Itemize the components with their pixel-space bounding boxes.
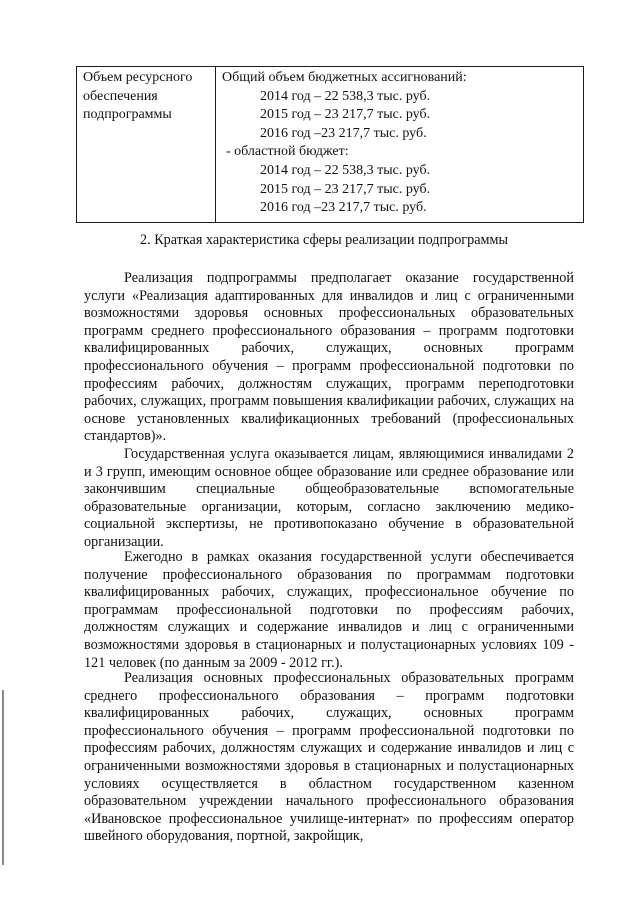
paragraph-annual-volume: Ежегодно в рамках оказания государственной услуги обеспечивается получение профессионального образования по программам подготовки квалифицированных рабочих, служащих, профессиональное обучение по программам профессиональной подготовки по профессиям рабочих, должностям служащих и содержание инвалидов и лиц с ограниченными возможностями здоровья в стационарных и полустационарных условиях 109 - 121 человек (по данным за 2009 - 2012 гг.). xyxy=(84,549,574,671)
scan-edge-mark xyxy=(2,690,4,865)
table-row xyxy=(77,67,584,223)
resource-table xyxy=(76,66,584,223)
total-line-2015: 2015 год – 23 217,7 тыс. руб. xyxy=(260,107,431,123)
regional-line-2015: 2015 год – 23 217,7 тыс. руб. xyxy=(260,181,431,197)
paragraph-service-description: Реализация подпрограммы предполагает оказание государственной услуги «Реализация адаптированных для инвалидов и лиц с ограниченными возможностями здоровья основных профессиональных образовательных программ среднего профессионального образования – программ подготовки квалифицированных рабочих, служащих, основных программ профессионального обучения – программ профессиональной подготовки по профессиям рабочих, должностям служащих, программ переподготовки рабочих, служащих, программ повышения квалификации рабочих, служащих на основе установленных квалификационных требований (профессиональных стандартов)». xyxy=(84,270,574,445)
paragraph-service-recipients: Государственная услуга оказывается лицам, являющимися инвалидами 2 и 3 групп, имеющим основное общее образование или среднее образование или закончившим специальные общеобразовательные вспомогательные образовательные организации, которым, согласно заключению медико-социальной экспертизы, не противопоказано обучение в образовательной организации. xyxy=(84,446,574,550)
total-title: Общий объем бюджетных ассигнований: xyxy=(222,70,467,85)
resource-value-cell xyxy=(216,67,584,223)
regional-line-2014: 2014 год – 22 538,3 тыс. руб. xyxy=(260,162,431,178)
regional-line-2016: 2016 год –23 217,7 тыс. руб. xyxy=(260,200,427,216)
resource-label-cell xyxy=(77,67,216,223)
regional-title: - областной бюджет: xyxy=(226,144,349,160)
total-line-2014: 2014 год – 22 538,3 тыс. руб. xyxy=(260,88,431,104)
resource-label: Объем ресурсного обеспечения подпрограммы xyxy=(83,70,193,123)
section-heading: 2. Краткая характеристика сферы реализации подпрограммы xyxy=(140,232,509,248)
total-line-2016: 2016 год –23 217,7 тыс. руб. xyxy=(260,125,427,141)
paragraph-implementation-institution: Реализация основных профессиональных образовательных программ среднего профессионального образования – программ подготовки квалифицированных рабочих, служащих, основных программ профессионального обучения – программ профессиональной подготовки по профессиям рабочих, должностям служащих и содержание инвалидов и лиц с ограниченными возможностями здоровья в стационарных и полустационарных условиях осуществляется в областном государственном казенном образовательном учреждении начального профессионального образования «Ивановское профессиональное училище-интернат» по профессиям оператор швейного оборудования, портной, закройщик, xyxy=(84,670,574,845)
